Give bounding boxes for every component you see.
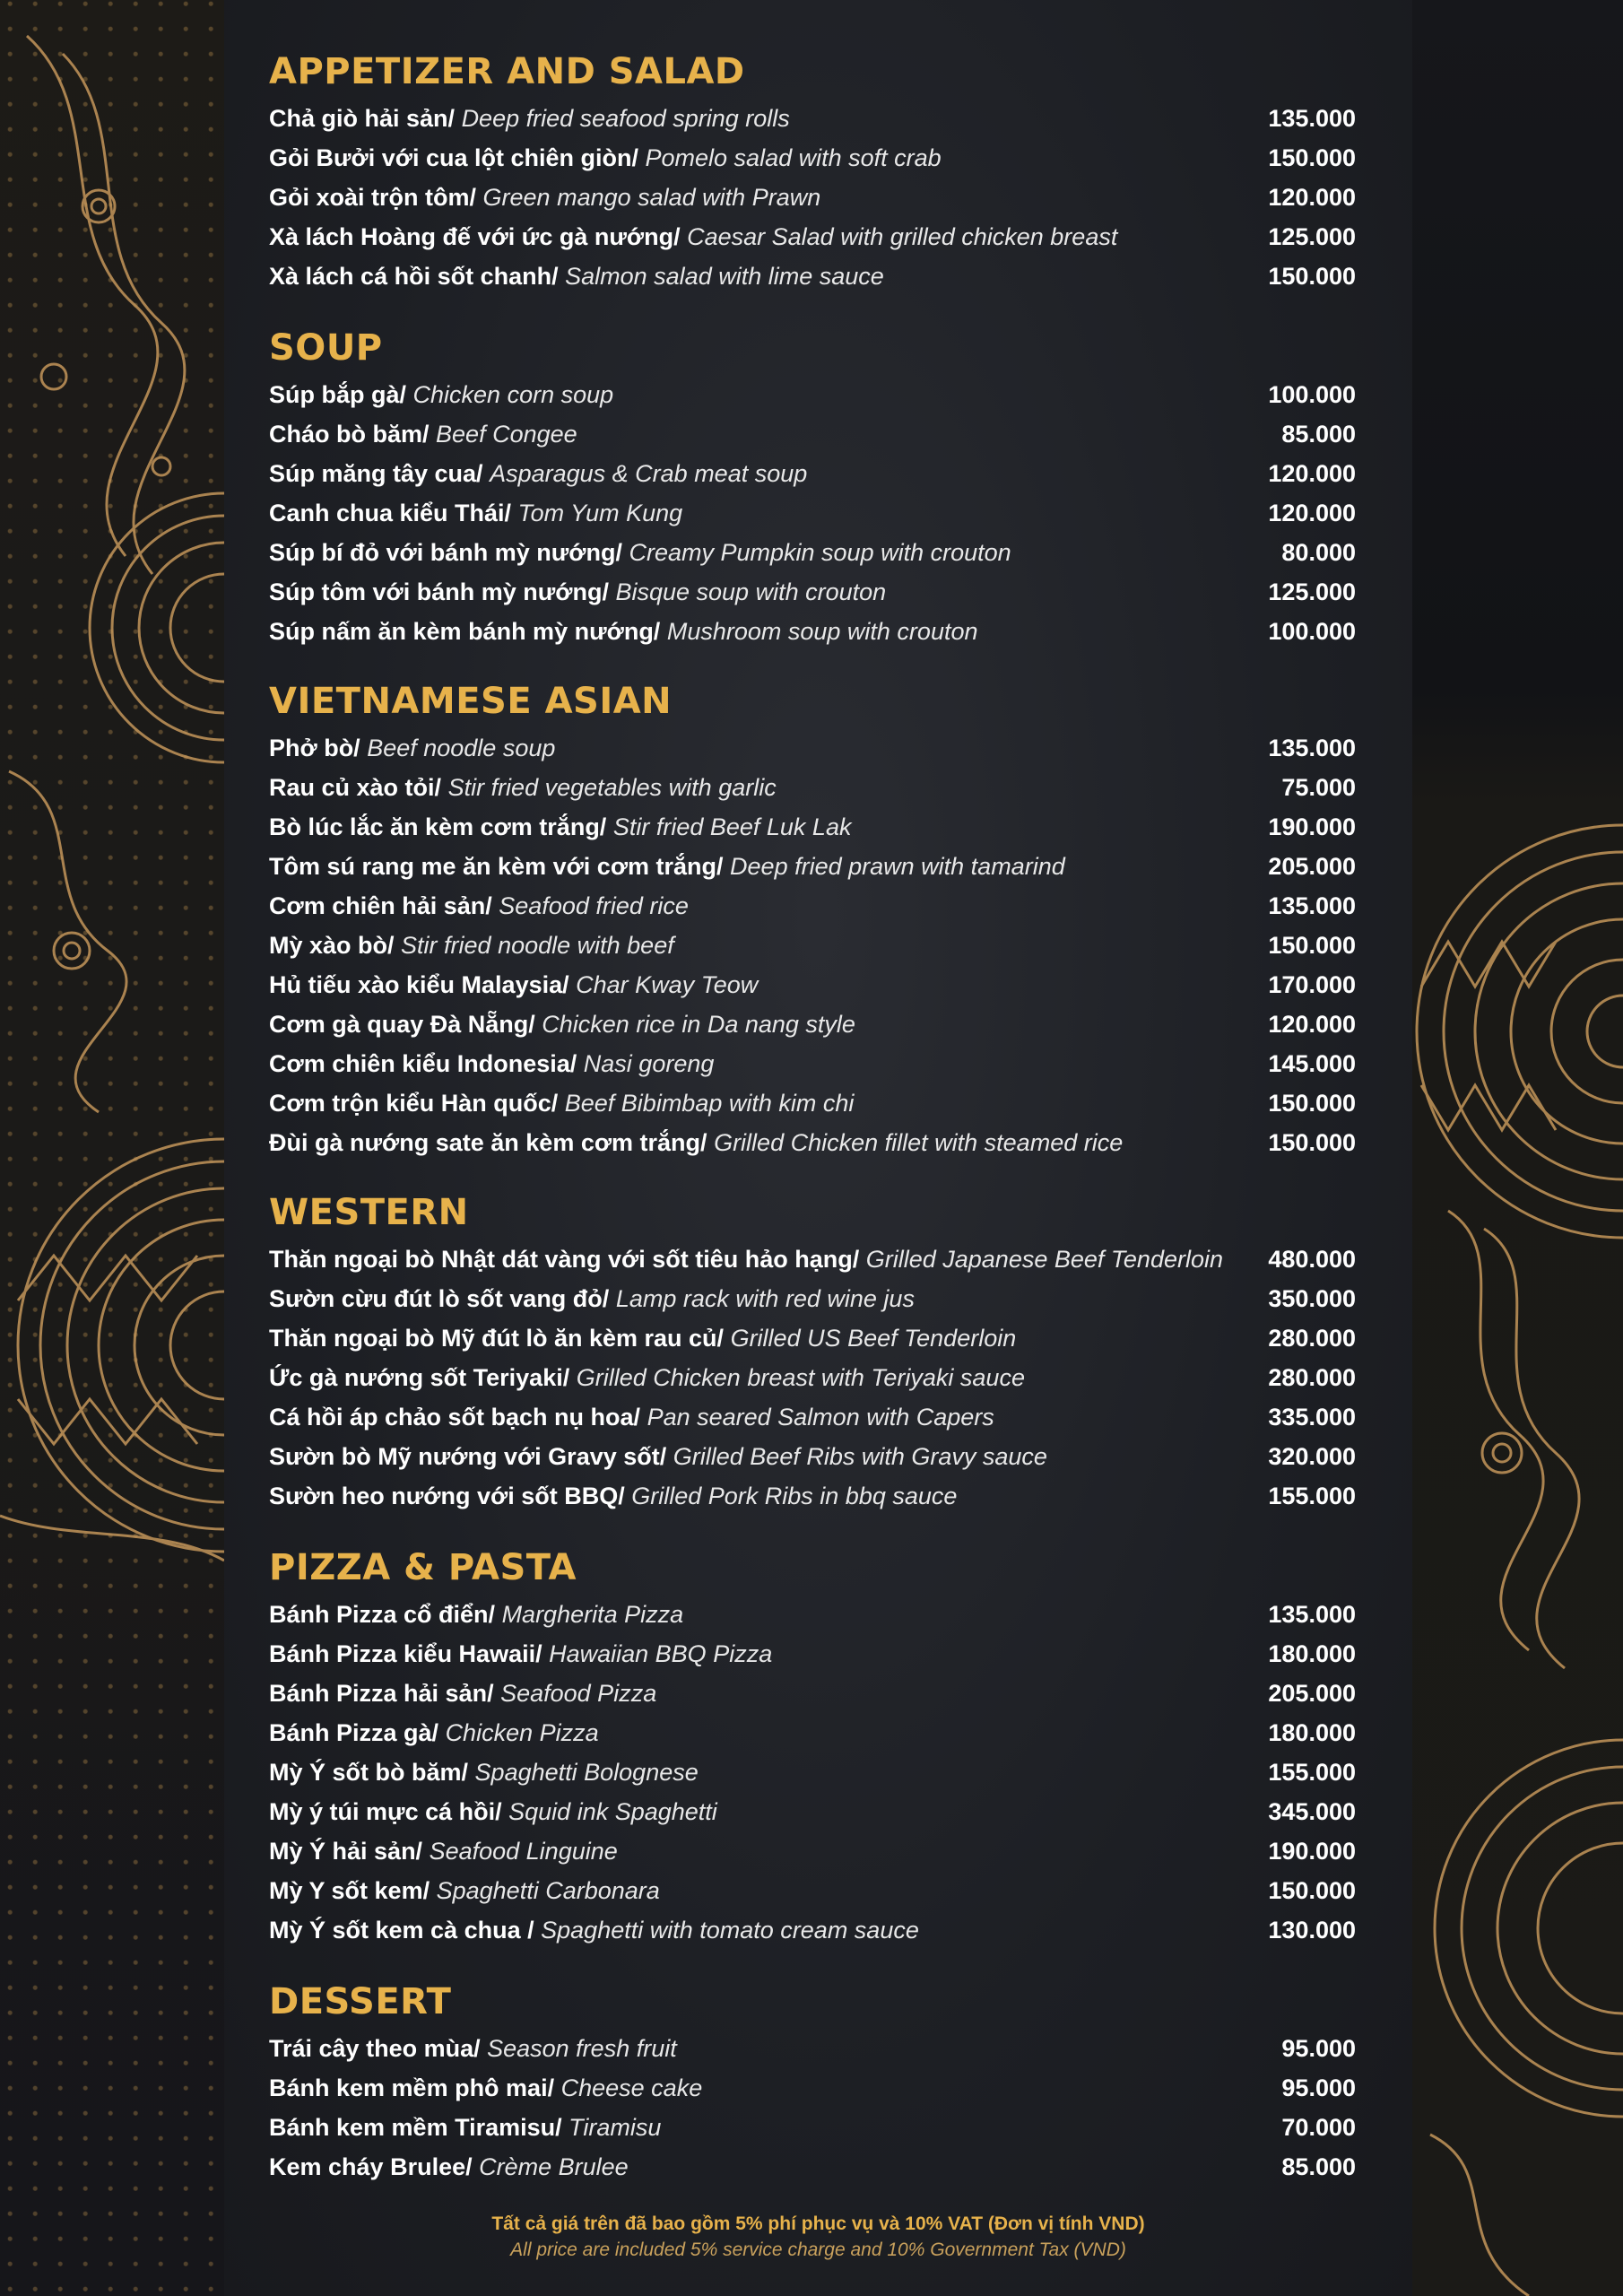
item-name-en: Deep fried prawn with tamarind	[730, 853, 1065, 880]
item-price: 335.000	[1268, 1404, 1356, 1431]
item-name-vi: Kem cháy Brulee/	[269, 2153, 473, 2180]
menu-item	[269, 768, 1356, 807]
item-name-vi: Bánh Pizza hải sản/	[269, 1680, 494, 1707]
menu-item	[269, 1123, 1356, 1162]
item-price: 155.000	[1268, 1483, 1356, 1509]
menu-item	[269, 414, 1356, 454]
item-price: 190.000	[1268, 1838, 1356, 1865]
menu-item	[269, 1437, 1356, 1476]
item-price: 350.000	[1268, 1285, 1356, 1312]
item-name-vi: Ức gà nướng sốt Teriyaki/	[269, 1364, 570, 1391]
item-price: 80.000	[1281, 539, 1356, 566]
item-name-vi: Mỳ Ý sốt bò băm/	[269, 1759, 469, 1786]
item-price: 125.000	[1268, 578, 1356, 605]
menu-item	[269, 965, 1356, 1004]
item-price: 120.000	[1268, 460, 1356, 487]
menu-section-pizza-pasta	[269, 1541, 1356, 1950]
item-name-vi: Mỳ ý túi mực cá hồi/	[269, 1798, 502, 1825]
item-name-en: Mushroom soup with crouton	[666, 618, 978, 645]
menu-item	[269, 612, 1356, 651]
menu-section-appetizer	[269, 45, 1356, 296]
item-name-en: Chicken rice in Da nang style	[542, 1011, 855, 1038]
item-name-vi: Cá hồi áp chảo sốt bạch nụ hoa/	[269, 1404, 641, 1431]
menu-item	[269, 2147, 1356, 2187]
item-price: 125.000	[1268, 223, 1356, 250]
item-name-en: Lamp rack with red wine jus	[615, 1285, 915, 1312]
item-name-en: Beef noodle soup	[367, 735, 556, 761]
item-price: 280.000	[1268, 1325, 1356, 1352]
item-name-en: Caesar Salad with grilled chicken breast	[687, 223, 1118, 250]
item-name-en: Tom Yum Kung	[517, 500, 683, 526]
menu-item	[269, 1871, 1356, 1910]
item-name-vi: Rau củ xào tỏi/	[269, 774, 442, 801]
item-name-en: Grilled Chicken fillet with steamed rice	[714, 1129, 1124, 1156]
item-name-en: Spaghetti Carbonara	[436, 1877, 660, 1904]
item-name-en: Spaghetti Bolognese	[474, 1759, 699, 1786]
item-name-en: Grilled Pork Ribs in bbq sauce	[631, 1483, 958, 1509]
item-price: 75.000	[1281, 774, 1356, 801]
item-price: 135.000	[1268, 105, 1356, 132]
menu-item	[269, 1752, 1356, 1792]
item-name-en: Char Kway Teow	[576, 971, 759, 998]
item-name-en: Grilled Japanese Beef Tenderloin	[865, 1246, 1223, 1273]
footer-note-vi: Tất cả giá trên đã bao gồm 5% phí phục vụ và 10% VAT (Đơn vị tính VND)	[491, 2213, 1145, 2234]
item-price: 135.000	[1268, 892, 1356, 919]
menu-item	[269, 1792, 1356, 1831]
item-name-vi: Thăn ngoại bò Nhật dát vàng với sốt tiêu hảo hạng/	[269, 1246, 860, 1273]
item-price: 100.000	[1268, 381, 1356, 408]
item-price: 180.000	[1268, 1719, 1356, 1746]
item-name-en: Pan seared Salmon with Capers	[647, 1404, 994, 1431]
item-name-vi: Đùi gà nướng sate ăn kèm cơm trắng/	[269, 1129, 707, 1156]
item-name-vi: Cơm chiên hải sản/	[269, 892, 492, 919]
item-price: 150.000	[1268, 1090, 1356, 1117]
menu-item	[269, 1595, 1356, 1634]
item-price: 205.000	[1268, 853, 1356, 880]
item-name-en: Grilled US Beef Tenderloin	[730, 1325, 1017, 1352]
item-name-en: Season fresh fruit	[487, 2035, 677, 2062]
section-title: APPETIZER AND SALAD	[269, 51, 745, 92]
item-name-vi: Sườn bò Mỹ nướng với Gravy sốt/	[269, 1443, 667, 1470]
item-name-vi: Bánh Pizza gà/	[269, 1719, 439, 1746]
menu-item	[269, 1634, 1356, 1674]
item-name-en: Deep fried seafood spring rolls	[461, 105, 790, 132]
item-name-en: Grilled Beef Ribs with Gravy sauce	[673, 1443, 1047, 1470]
item-price: 120.000	[1268, 1011, 1356, 1038]
item-price: 480.000	[1268, 1246, 1356, 1273]
item-price: 70.000	[1281, 2114, 1356, 2141]
item-name-en: Spaghetti with tomato cream sauce	[541, 1917, 919, 1944]
menu-item	[269, 1318, 1356, 1358]
item-price: 150.000	[1268, 1877, 1356, 1904]
item-name-en: Tiramisu	[568, 2114, 662, 2141]
item-name-vi: Bò lúc lắc ăn kèm cơm trắng/	[269, 813, 607, 840]
item-name-vi: Chả giò hải sản/	[269, 105, 456, 132]
menu-item	[269, 1674, 1356, 1713]
menu-item	[269, 728, 1356, 768]
item-name-vi: Mỳ Ý hải sản/	[269, 1838, 423, 1865]
item-name-en: Chicken Pizza	[445, 1719, 599, 1746]
item-name-vi: Hủ tiếu xào kiểu Malaysia/	[269, 971, 569, 998]
item-price: 150.000	[1268, 263, 1356, 290]
menu-section-soup	[269, 321, 1356, 651]
item-name-en: Salmon salad with lime sauce	[565, 263, 884, 290]
mandala-ornament-right	[1412, 0, 1623, 2296]
item-name-vi: Súp bí đỏ với bánh mỳ nướng/	[269, 539, 622, 566]
menu-item	[269, 1397, 1356, 1437]
item-price: 190.000	[1268, 813, 1356, 840]
item-price: 170.000	[1268, 971, 1356, 998]
menu-item	[269, 493, 1356, 533]
item-name-en: Beef Bibimbap with kim chi	[564, 1090, 855, 1117]
item-name-vi: Sườn heo nướng với sốt BBQ/	[269, 1483, 625, 1509]
menu-item	[269, 454, 1356, 493]
footer-note-en: All price are included 5% service charge and 10% Government Tax (VND)	[510, 2239, 1126, 2260]
item-name-vi: Cháo bò băm/	[269, 421, 430, 448]
item-price: 150.000	[1268, 1129, 1356, 1156]
item-name-en: Crème Brulee	[479, 2153, 629, 2180]
item-name-vi: Gỏi xoài trộn tôm/	[269, 184, 477, 211]
right-ornament-panel	[1412, 0, 1623, 2296]
menu-item	[269, 178, 1356, 217]
item-price: 345.000	[1268, 1798, 1356, 1825]
menu-item	[269, 375, 1356, 414]
item-name-vi: Canh chua kiểu Thái/	[269, 500, 512, 526]
item-name-vi: Cơm trộn kiểu Hàn quốc/	[269, 1090, 559, 1117]
item-name-vi: Súp nấm ăn kèm bánh mỳ nướng/	[269, 618, 661, 645]
menu-item	[269, 533, 1356, 572]
section-title: VIETNAMESE ASIAN	[269, 681, 673, 722]
item-name-vi: Bánh Pizza cổ điển/	[269, 1601, 496, 1628]
item-name-en: Grilled Chicken breast with Teriyaki sauce	[576, 1364, 1025, 1391]
menu-item	[269, 2108, 1356, 2147]
section-title: WESTERN	[269, 1192, 469, 1233]
item-price: 205.000	[1268, 1680, 1356, 1707]
item-name-vi: Súp măng tây cua/	[269, 460, 483, 487]
item-name-en: Asparagus & Crab meat soup	[490, 460, 808, 487]
left-ornament-panel	[0, 0, 225, 2296]
item-name-vi: Xà lách Hoàng đế với ức gà nướng/	[269, 223, 681, 250]
item-name-en: Chicken corn soup	[412, 381, 614, 408]
section-title: DESSERT	[269, 1981, 452, 2022]
menu-item	[269, 1004, 1356, 1044]
item-price: 135.000	[1268, 1601, 1356, 1628]
menu-item	[269, 926, 1356, 965]
item-name-en: Margherita Pizza	[501, 1601, 684, 1628]
menu-item	[269, 1910, 1356, 1950]
menu-section-western	[269, 1186, 1356, 1516]
item-name-vi: Bánh kem mềm Tiramisu/	[269, 2114, 562, 2141]
item-price: 85.000	[1281, 2153, 1356, 2180]
item-name-vi: Sườn cừu đút lò sốt vang đỏ/	[269, 1285, 610, 1312]
item-name-en: Stir fried vegetables with garlic	[447, 774, 777, 801]
item-price: 120.000	[1268, 184, 1356, 211]
menu-item	[269, 1358, 1356, 1397]
section-title: SOUP	[269, 327, 383, 369]
menu-item	[269, 1239, 1356, 1279]
item-name-en: Seafood Linguine	[429, 1838, 618, 1865]
menu-item	[269, 886, 1356, 926]
item-price: 145.000	[1268, 1050, 1356, 1077]
item-name-vi: Phở bò/	[269, 735, 360, 761]
item-name-vi: Cơm chiên kiểu Indonesia/	[269, 1050, 577, 1077]
item-price: 280.000	[1268, 1364, 1356, 1391]
menu-item	[269, 1083, 1356, 1123]
menu-item	[269, 217, 1356, 257]
item-name-en: Stir fried Beef Luk Lak	[612, 813, 852, 840]
menu-footer-note	[224, 2211, 1412, 2263]
item-name-vi: Tôm sú rang me ăn kèm với cơm trắng/	[269, 853, 724, 880]
menu-item	[269, 99, 1356, 138]
item-name-vi: Súp tôm với bánh mỳ nướng/	[269, 578, 609, 605]
item-price: 320.000	[1268, 1443, 1356, 1470]
item-name-en: Hawaiian BBQ Pizza	[549, 1640, 773, 1667]
menu-item	[269, 2068, 1356, 2108]
item-price: 150.000	[1268, 932, 1356, 959]
item-name-en: Squid ink Spaghetti	[508, 1798, 717, 1825]
item-price: 180.000	[1268, 1640, 1356, 1667]
item-name-en: Seafood fried rice	[499, 892, 689, 919]
item-name-en: Green mango salad with Prawn	[482, 184, 821, 211]
item-name-vi: Mỳ Y sốt kem/	[269, 1877, 430, 1904]
item-price: 150.000	[1268, 144, 1356, 171]
item-name-en: Beef Congee	[436, 421, 577, 448]
item-name-en: Creamy Pumpkin soup with crouton	[629, 539, 1011, 566]
item-price: 85.000	[1281, 421, 1356, 448]
item-name-vi: Bánh kem mềm phô mai/	[269, 2074, 555, 2101]
menu-item	[269, 572, 1356, 612]
menu-item	[269, 807, 1356, 847]
section-title: PIZZA & PASTA	[269, 1547, 577, 1588]
item-price: 95.000	[1281, 2035, 1356, 2062]
item-name-vi: Trái cây theo mùa/	[269, 2035, 481, 2062]
item-name-vi: Cơm gà quay Đà Nẵng/	[269, 1011, 535, 1038]
menu-section-dessert	[269, 1975, 1356, 2187]
item-price: 100.000	[1268, 618, 1356, 645]
item-name-en: Seafood Pizza	[500, 1680, 657, 1707]
menu-item	[269, 847, 1356, 886]
menu-item	[269, 1476, 1356, 1516]
menu-item	[269, 1279, 1356, 1318]
item-name-vi: Bánh Pizza kiểu Hawaii/	[269, 1640, 542, 1667]
mandala-ornament-left	[0, 0, 224, 2296]
item-price: 155.000	[1268, 1759, 1356, 1786]
item-name-vi: Mỳ Ý sốt kem cà chua /	[269, 1917, 534, 1944]
item-name-en: Stir fried noodle with beef	[401, 932, 674, 959]
menu-item	[269, 1713, 1356, 1752]
item-name-vi: Súp bắp gà/	[269, 381, 407, 408]
menu-item	[269, 138, 1356, 178]
item-price: 120.000	[1268, 500, 1356, 526]
menu-item	[269, 257, 1356, 296]
item-name-en: Nasi goreng	[583, 1050, 715, 1077]
menu-section-vietnamese-asian	[269, 674, 1356, 1162]
menu-item	[269, 2029, 1356, 2068]
item-name-en: Cheese cake	[560, 2074, 703, 2101]
item-name-en: Pomelo salad with soft crab	[645, 144, 942, 171]
item-name-vi: Gỏi Bưởi với cua lột chiên giòn/	[269, 144, 638, 171]
menu-item	[269, 1044, 1356, 1083]
item-name-en: Bisque soup with crouton	[615, 578, 887, 605]
item-price: 95.000	[1281, 2074, 1356, 2101]
item-name-vi: Thăn ngoại bò Mỹ đút lò ăn kèm rau củ/	[269, 1325, 725, 1352]
menu-item	[269, 1831, 1356, 1871]
item-price: 130.000	[1268, 1917, 1356, 1944]
item-name-vi: Mỳ xào bò/	[269, 932, 395, 959]
item-price: 135.000	[1268, 735, 1356, 761]
item-name-vi: Xà lách cá hồi sốt chanh/	[269, 263, 559, 290]
